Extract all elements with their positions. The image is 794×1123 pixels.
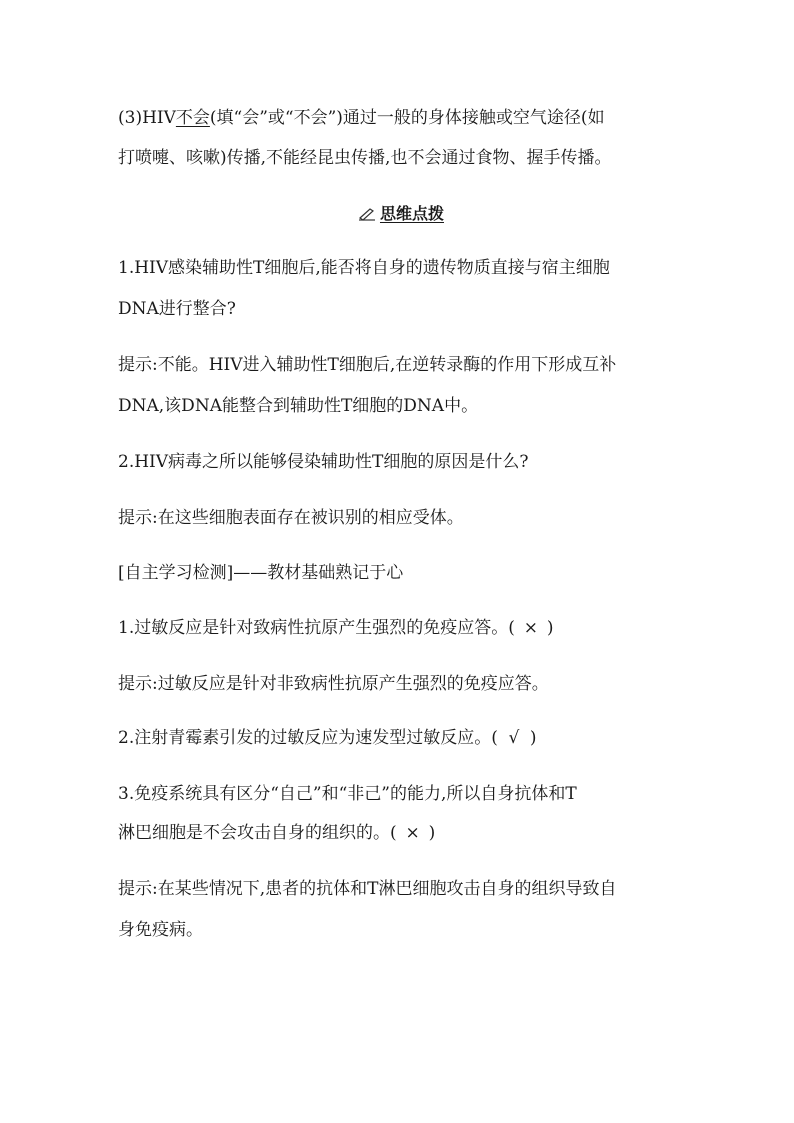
- q3-line2: 打喷嚏、咳嗽)传播,不能经昆虫传播,也不会通过食物、握手传播。: [118, 148, 612, 168]
- p1-line1: 1.HIV感染辅助性T细胞后,能否将自身的遗传物质直接与宿主细胞: [118, 258, 610, 278]
- p2-hint-line1: 提示:在这些细胞表面存在被识别的相应受体。: [118, 508, 464, 528]
- q3-rest: (填“会”或“不会”)通过一般的身体接触或空气途径(如: [209, 108, 605, 128]
- p1-hint-line1: 提示:不能。HIV进入辅助性T细胞后,在逆转录酶的作用下形成互补: [118, 355, 617, 375]
- check-item-3-line1: 3.免疫系统具有区分“自己”和“非己”的能力,所以自身抗体和T: [118, 784, 577, 804]
- q3-prefix: (3)HIV: [118, 108, 176, 128]
- check-item-1-hint: 提示:过敏反应是针对非致病性抗原产生强烈的免疫应答。: [118, 674, 549, 694]
- check-item-1: [118, 616, 554, 640]
- check-item-1-mark: ×: [523, 618, 538, 638]
- self-check-heading: [自主学习检测]——教材基础熟记于心: [118, 563, 404, 583]
- check-item-1-close: ): [546, 618, 554, 638]
- check-item-3-hint-line1: 提示:在某些情况下,患者的抗体和T淋巴细胞攻击自身的组织导致自: [118, 879, 617, 899]
- pen-icon: [358, 204, 376, 218]
- check-item-3-hint-line2: 身免疫病。: [118, 920, 203, 940]
- check-item-3-close: ): [428, 823, 436, 843]
- check-item-3-line2: [118, 821, 435, 845]
- question-3: [118, 106, 605, 130]
- thinking-title: 思维点拨: [379, 204, 444, 223]
- check-item-2-text: 2.注射青霉素引发的过敏反应为速发型过敏反应。(: [118, 728, 498, 748]
- p2-line1: 2.HIV病毒之所以能够侵染辅助性T细胞的原因是什么?: [118, 452, 529, 472]
- check-item-3-text: 淋巴细胞是不会攻击自身的组织的。(: [118, 823, 397, 843]
- p1-hint-line2: DNA,该DNA能整合到辅助性T细胞的DNA中。: [118, 396, 479, 416]
- check-item-2: [118, 726, 537, 750]
- check-item-3-mark: ×: [405, 823, 420, 843]
- q3-answer: 不会: [175, 108, 210, 128]
- check-item-2-mark: √: [508, 728, 520, 748]
- thinking-section-title: [118, 202, 684, 226]
- check-item-1-text: 1.过敏反应是针对致病性抗原产生强烈的免疫应答。(: [118, 618, 515, 638]
- p1-line2: DNA进行整合?: [118, 299, 236, 319]
- check-item-2-close: ): [529, 728, 537, 748]
